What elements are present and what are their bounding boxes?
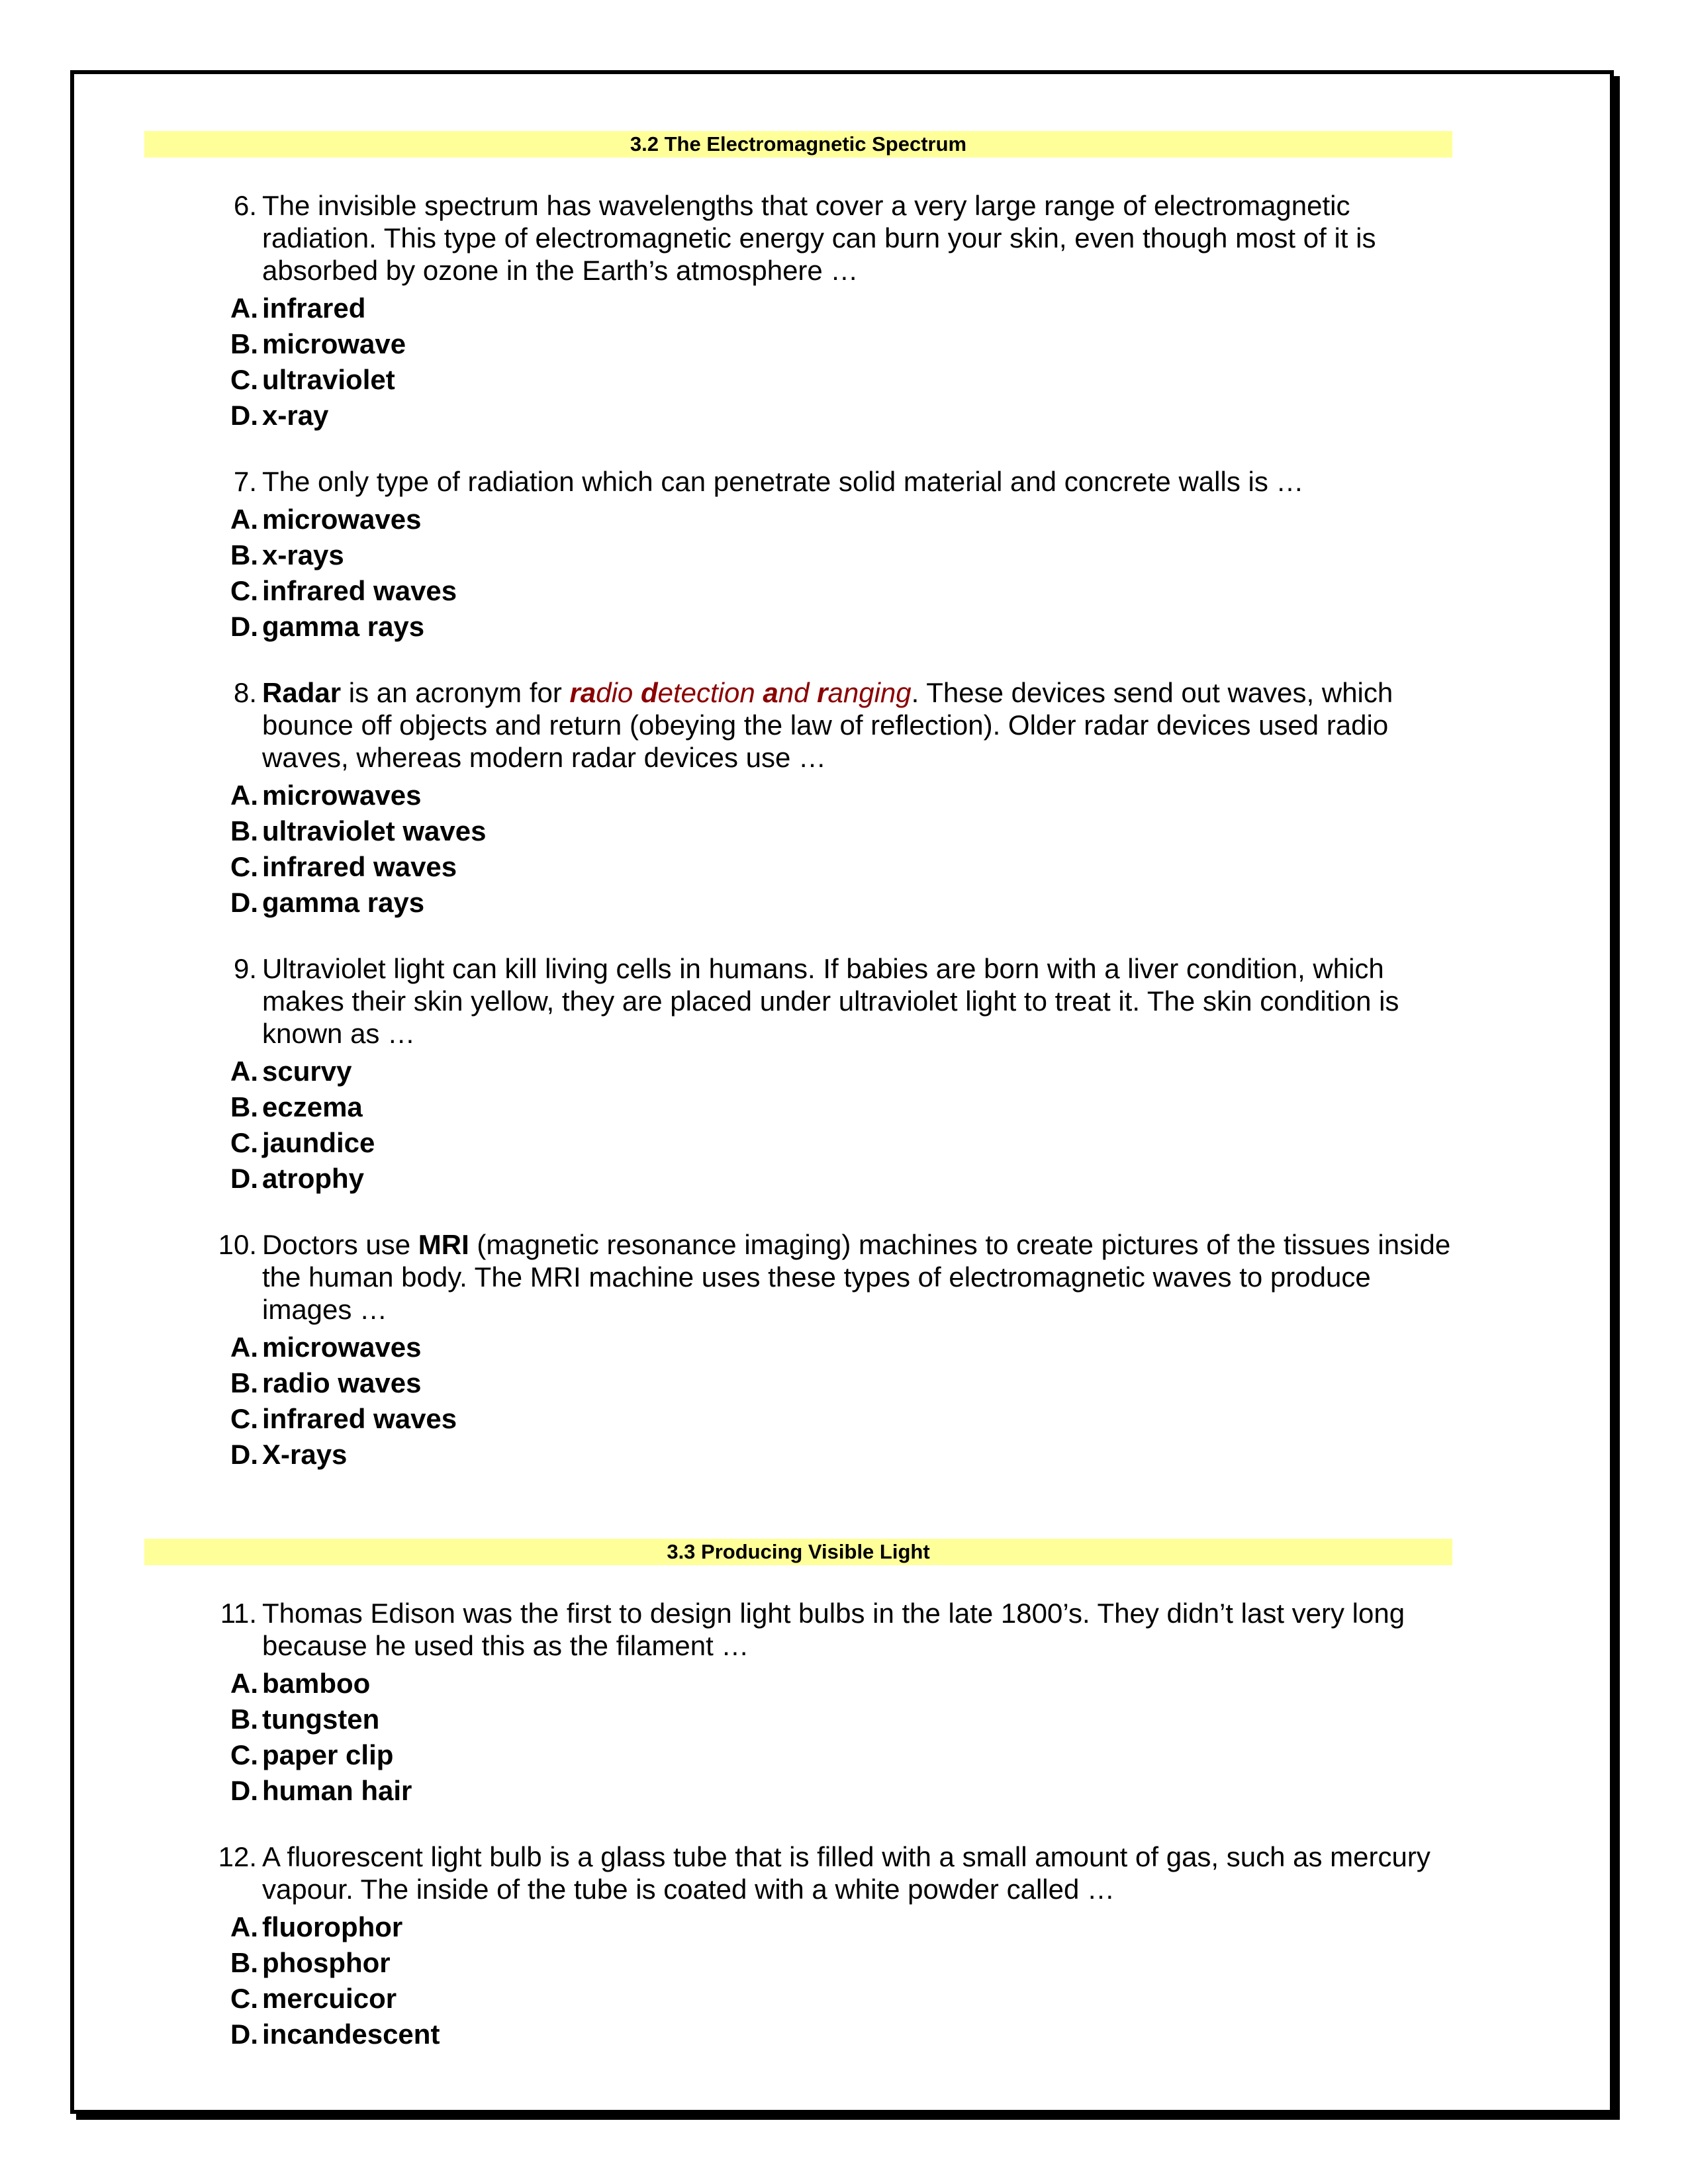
answer-option: B. eczema: [230, 1091, 363, 1122]
question-stem: 12. A fluorescent light bulb is a glass tube that is filled with a small amount of gas, such as mercury vapour. The inside of the tube is coated with a white powder called …: [144, 1841, 1452, 1905]
question-number: 6.: [233, 190, 257, 221]
answer-option: A. infrared: [230, 293, 366, 324]
answer-option: C. mercuicor: [230, 1983, 397, 2014]
answer-option: B. microwave: [230, 328, 406, 359]
answer-option: A. bamboo: [230, 1668, 371, 1699]
question-number: 9.: [233, 953, 257, 984]
question-number: 10.: [218, 1229, 257, 1260]
acronym-expansion: radio detection and ranging: [569, 677, 912, 708]
question-stem: 8. Radar is an acronym for radio detection and ranging. These devices send out waves, which bounce off objects and return (obeying the law of reflection). Older radar devices used radio waves, whereas modern radar devices use …: [144, 676, 1452, 774]
worksheet: [144, 131, 1452, 2052]
answer-option: C. paper clip: [230, 1739, 394, 1770]
answer-option: C. infrared waves: [230, 575, 457, 606]
question-stem: 9. Ultraviolet light can kill living cells in humans. If babies are born with a liver condition, which makes their skin yellow, they are placed under ultraviolet light to treat it. The skin condition is known as …: [144, 952, 1452, 1050]
question-stem: 7. The only type of radiation which can penetrate solid material and concrete walls is …: [144, 465, 1452, 498]
question-number: 8.: [233, 677, 257, 708]
question-6: [144, 189, 1452, 433]
answer-option: D. gamma rays: [230, 611, 425, 642]
answer-option: D. gamma rays: [230, 887, 425, 918]
answer-option: C. infrared waves: [230, 1403, 457, 1434]
question-8: [144, 676, 1452, 921]
answer-option: A. fluorophor: [230, 1911, 403, 1942]
question-12: [144, 1841, 1452, 2052]
answer-option: B. x-rays: [230, 539, 344, 570]
question-number: 12.: [218, 1841, 257, 1872]
answer-option: C. ultraviolet: [230, 364, 395, 395]
question-11: [144, 1597, 1452, 1809]
question-number: 7.: [233, 466, 257, 497]
answer-option: A. microwaves: [230, 1332, 422, 1363]
answer-option: D. incandescent: [230, 2019, 440, 2050]
answer-option: B. tungsten: [230, 1704, 380, 1735]
question-10: [144, 1228, 1452, 1473]
answer-option: B. ultraviolet waves: [230, 815, 487, 846]
question-7: [144, 465, 1452, 645]
answer-option: D. X-rays: [230, 1439, 348, 1470]
question-number: 11.: [220, 1598, 257, 1629]
answer-option: A. scurvy: [230, 1056, 352, 1087]
question-stem: 10. Doctors use MRI (magnetic resonance imaging) machines to create pictures of the tissues inside the human body. The MRI machine uses these types of electromagnetic waves to produce images …: [144, 1228, 1452, 1326]
answer-option: D. human hair: [230, 1775, 412, 1806]
answer-option: A. microwaves: [230, 504, 422, 535]
answer-option: A. microwaves: [230, 780, 422, 811]
question-stem: 11. Thomas Edison was the first to design light bulbs in the late 1800’s. They didn’t last very long because he used this as the filament …: [144, 1597, 1452, 1662]
answer-option: C. jaundice: [230, 1127, 375, 1158]
section-heading: 3.2 The Electromagnetic Spectrum: [144, 131, 1452, 158]
question-stem: 6. The invisible spectrum has wavelengths that cover a very large range of electromagnetic radiation. This type of electromagnetic energy can burn your skin, even though most of it is absorbed by ozone in the Earth’s atmosphere …: [144, 189, 1452, 287]
answer-option: C. infrared waves: [230, 851, 457, 882]
section-heading: 3.3 Producing Visible Light: [144, 1539, 1452, 1565]
answer-option: B. phosphor: [230, 1947, 391, 1978]
question-9: [144, 952, 1452, 1197]
answer-option: B. radio waves: [230, 1367, 422, 1398]
answer-option: D. x-ray: [230, 400, 329, 431]
answer-option: D. atrophy: [230, 1163, 365, 1194]
